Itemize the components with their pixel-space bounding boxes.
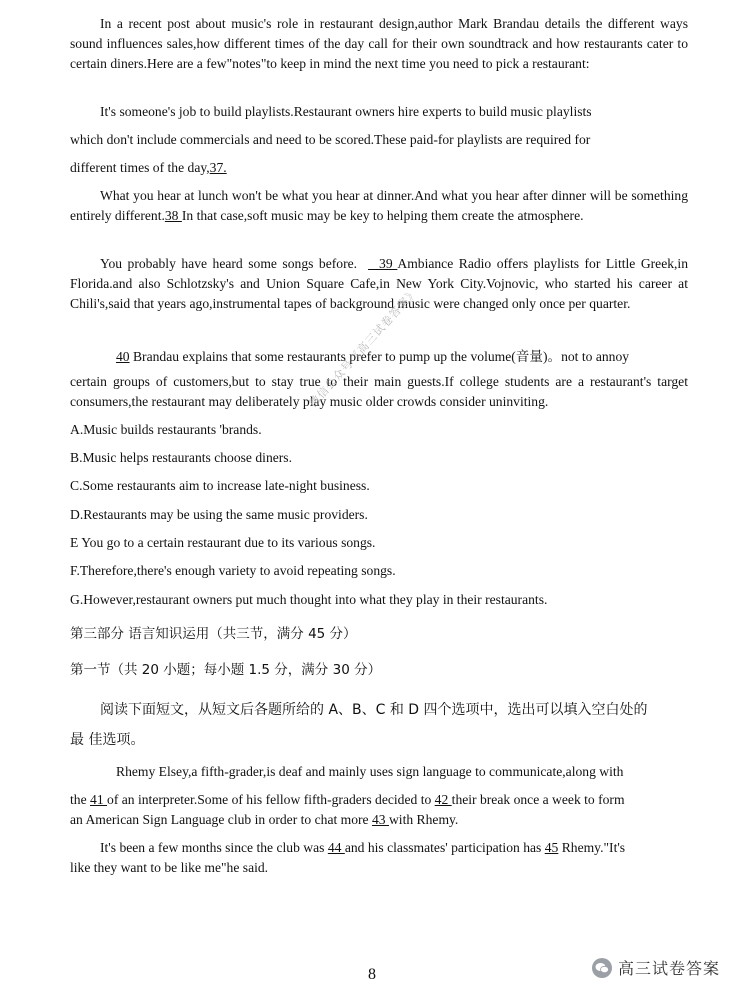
p2-line2-a: the	[70, 792, 91, 807]
p2-line4	[70, 838, 688, 858]
p2-line4-a: It's been a few months since the club was	[100, 840, 328, 855]
blank-45: 45	[544, 840, 559, 855]
blank-44: 44	[327, 840, 345, 855]
option-a: A.Music builds restaurants 'brands.	[70, 422, 262, 437]
p2-line1: Rhemy Elsey,a fifth-grader,is deaf and mainly uses sign language to communicate,along with	[116, 764, 624, 779]
p2-line3-b: with Rhemy.	[388, 812, 459, 827]
option-f: F.Therefore,there's enough variety to avoid repeating songs.	[70, 563, 396, 578]
brand-name: 高三试卷答案	[618, 959, 721, 978]
p2-line2-c: their break once a week to form	[451, 792, 625, 807]
brand-badge	[592, 956, 720, 979]
option-e: E You go to a certain restaurant due to its various songs.	[70, 535, 376, 550]
blank-38: 38	[164, 208, 182, 223]
p2-line2	[70, 790, 688, 810]
intro-paragraph: In a recent post about music's role in restaurant design,author Mark Brandau details the different ways sound influences sales,how different times of the day call for their own soundtrack and how restaurants cater to certain diners.Here are a few"notes"to keep in mind the next time you need to pick a restaurant:	[70, 16, 688, 71]
blank-40: 40	[116, 349, 130, 364]
p1-line3	[70, 158, 688, 178]
p2-line4-b: and his classmates' participation has	[344, 840, 545, 855]
option-d: D.Restaurants may be using the same music providers.	[70, 507, 368, 522]
paragraph-38	[70, 186, 688, 226]
p2-post: In that case,soft music may be key to helping them create the atmosphere.	[181, 208, 584, 223]
wechat-icon	[592, 958, 612, 978]
paragraph-39	[70, 254, 688, 314]
p1-line2: which don't include commercials and need to be scored.These paid-for playlists are required for	[70, 132, 591, 147]
p2-line3-a: an American Sign Language club in order to chat more	[70, 812, 372, 827]
p2-line4-c: Rhemy."It's	[558, 840, 626, 855]
option-g: G.However,restaurant owners put much thought into what they play in their restaurants.	[70, 592, 548, 607]
p2-line5: like they want to be like me"he said.	[70, 860, 269, 875]
p2-line3	[70, 810, 688, 830]
blank-43: 43	[371, 812, 389, 827]
p2-line2-b: of an interpreter.Some of his fellow fifth-graders decided to	[107, 792, 435, 807]
section3-subtitle: 第一节（共 20 小题；每小题 1.5 分，满分 30 分）	[70, 662, 382, 678]
instruction-line1: 阅读下面短文，从短文后各题所给的 A、B、C 和 D 四个选项中，选出可以填入空白处的	[100, 702, 648, 718]
option-c: C.Some restaurants aim to increase late-night business.	[70, 478, 370, 493]
p4-line1	[70, 347, 688, 367]
watermark: 微信公众号《高三试卷答案》	[306, 285, 421, 411]
page-number: 8	[368, 966, 376, 983]
instruction-line2: 最 佳选项。	[70, 732, 145, 748]
blank-39: 39	[368, 256, 398, 271]
p2-pre: What you hear at lunch won't be what you hear at dinner.And what you hear after dinner will be something entirely different.	[70, 188, 688, 223]
p4-rest: certain groups of customers,but to stay true to their main guests.If college students are a restaurant's target consumers,the restaurant may deliberately play music older crowds consider uninviting.	[70, 374, 688, 409]
blank-37: 37.	[209, 160, 227, 175]
option-b: B.Music helps restaurants choose diners.	[70, 450, 292, 465]
p3-pre: You probably have heard some songs before.	[100, 256, 369, 271]
p1-line3-text: different times of the day,	[70, 160, 210, 175]
p1-line1: It's someone's job to build playlists.Restaurant owners hire experts to build music playlists	[100, 104, 592, 119]
blank-41: 41	[90, 792, 108, 807]
section3-title: 第三部分 语言知识运用（共三节，满分 45 分）	[70, 626, 357, 642]
p3-post: Ambiance Radio offers playlists for Little Greek,in Florida.and also Schlotzsky's and Union Square Cafe,in New York City.Vojnovic, who started his career at Chili's,said that years ago,instrumental tapes of background music were changed only once per quarter.	[70, 256, 688, 311]
p4-line1-text: Brandau explains that some restaurants prefer to pump up the volume(音量)。not to annoy	[129, 349, 630, 364]
blank-42: 42	[434, 792, 452, 807]
